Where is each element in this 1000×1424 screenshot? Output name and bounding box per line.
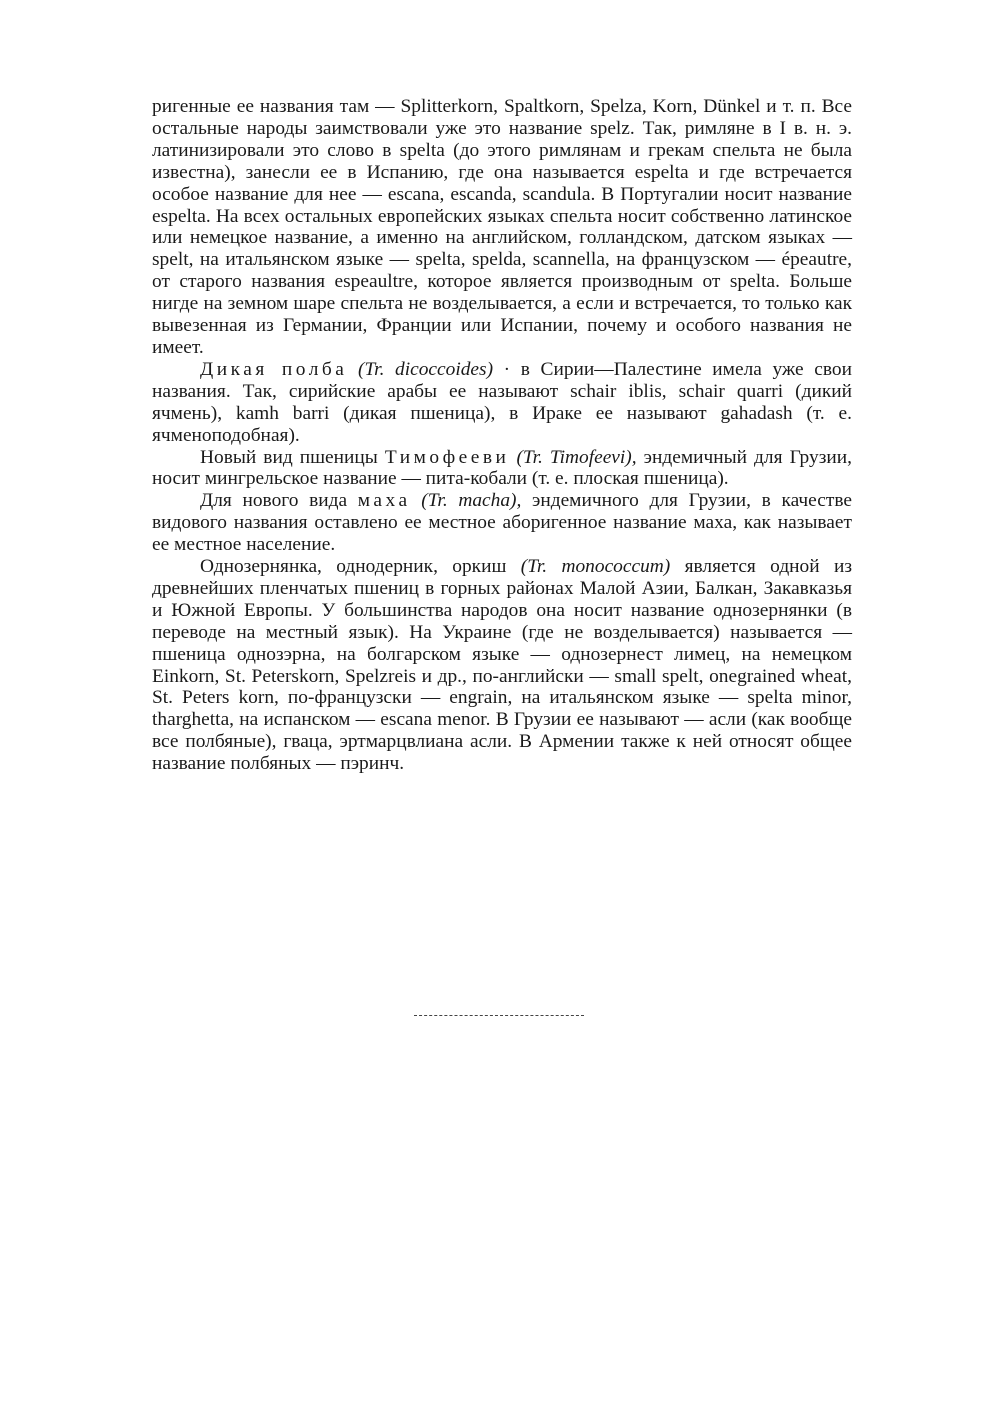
paragraph-lead: Новый вид пшеницы bbox=[200, 446, 378, 468]
paragraph-spelt-names bbox=[152, 96, 852, 359]
paragraph-text: эндемичного для Грузии, в качестве видового названия оставлено ее местное аборигенное название маха, как называет ее местное население. bbox=[152, 490, 852, 556]
paragraph-wild-emmer bbox=[152, 359, 852, 447]
paragraph-lead: Однозернянка, однодерник, оркиш bbox=[200, 556, 507, 578]
paragraph-text: эндемичный для Грузии, носит мингрельское название — пита-кобали (т. е. плоская пшеница). bbox=[152, 446, 852, 490]
species-name: Дикая полба bbox=[200, 358, 348, 380]
paragraph-text: · в Сирии—Палестине имела уже свои названия. Так, сирийские арабы ее называют schair iblis, schair quarri (дикий ячмень), kamh barri (дикая пшеница), в Ираке ее называют gahadash (т. е. ячменоподобная). bbox=[152, 358, 852, 446]
species-name: маха bbox=[357, 490, 411, 512]
paragraph-text: является одной из древнейших пленчатых пшениц в горных районах Малой Азии, Балкан, Закавказья и Южной Европы. У большинства народов она носит название однозернянки (в переводе на местный язык). На Украине (где не возделывается) называется — пшеница однозэрна, на болгарском языке — однозернест лимец, на немецком Einkorn, St. Peterskorn, Spelzreis и др., по-английски — small spelt, onegrained wheat, St. Peters korn, по-французски — engrain, на итальянском языке — spelta minor, tharghetta, на испанском — escana menor. В Грузии ее называют — асли (как вообще все полбяные), гваца, эртмарцвлиана асли. В Армении также к ней относят общее название полбяных — пэринч. bbox=[152, 556, 852, 775]
latin-name: (Tr. dicoccoides) bbox=[358, 358, 494, 380]
species-name: Тимофееви bbox=[384, 446, 510, 468]
paragraph-macha bbox=[152, 490, 852, 556]
paragraph-timofeevi bbox=[152, 447, 852, 491]
paragraph-text: ригенные ее названия там — Splitterkorn, Spaltkorn, Spelza, Korn, Dünkel и т. п. Все остальные народы заимствовали уже это название spelz. Так, римляне в I в. н. э. латинизировали это слово в spelta (до этого римлянам и грекам спельта не была известна), занесли ее в Испанию, где она называется espelta и где встречается особое название для нее — escana, escanda, scandula. В Португалии носит название espelta. На всех остальных европейских языках спельта носит собственно латинское или немецкое название, а именно на английском, голландском, датском языках — spelt, на итальянском языке — spelta, spelda, scannella, на французском — épeautre, от старого названия espeaultre, которое является производным от spelta. Больше нигде на земном шаре спельта не возделывается, а если и встречается, то только как вывезенная из Германии, Франции или Испании, почему и особого названия не имеет. bbox=[152, 96, 852, 358]
latin-name: (Tr. macha), bbox=[421, 490, 522, 512]
document-body bbox=[152, 96, 852, 775]
section-end-divider bbox=[414, 1015, 584, 1016]
latin-name: (Tr. monococcum) bbox=[520, 556, 671, 578]
latin-name: (Tr. Timofeevi), bbox=[516, 446, 637, 468]
paragraph-monococcum bbox=[152, 556, 852, 775]
paragraph-lead: Для нового вида bbox=[200, 490, 348, 512]
